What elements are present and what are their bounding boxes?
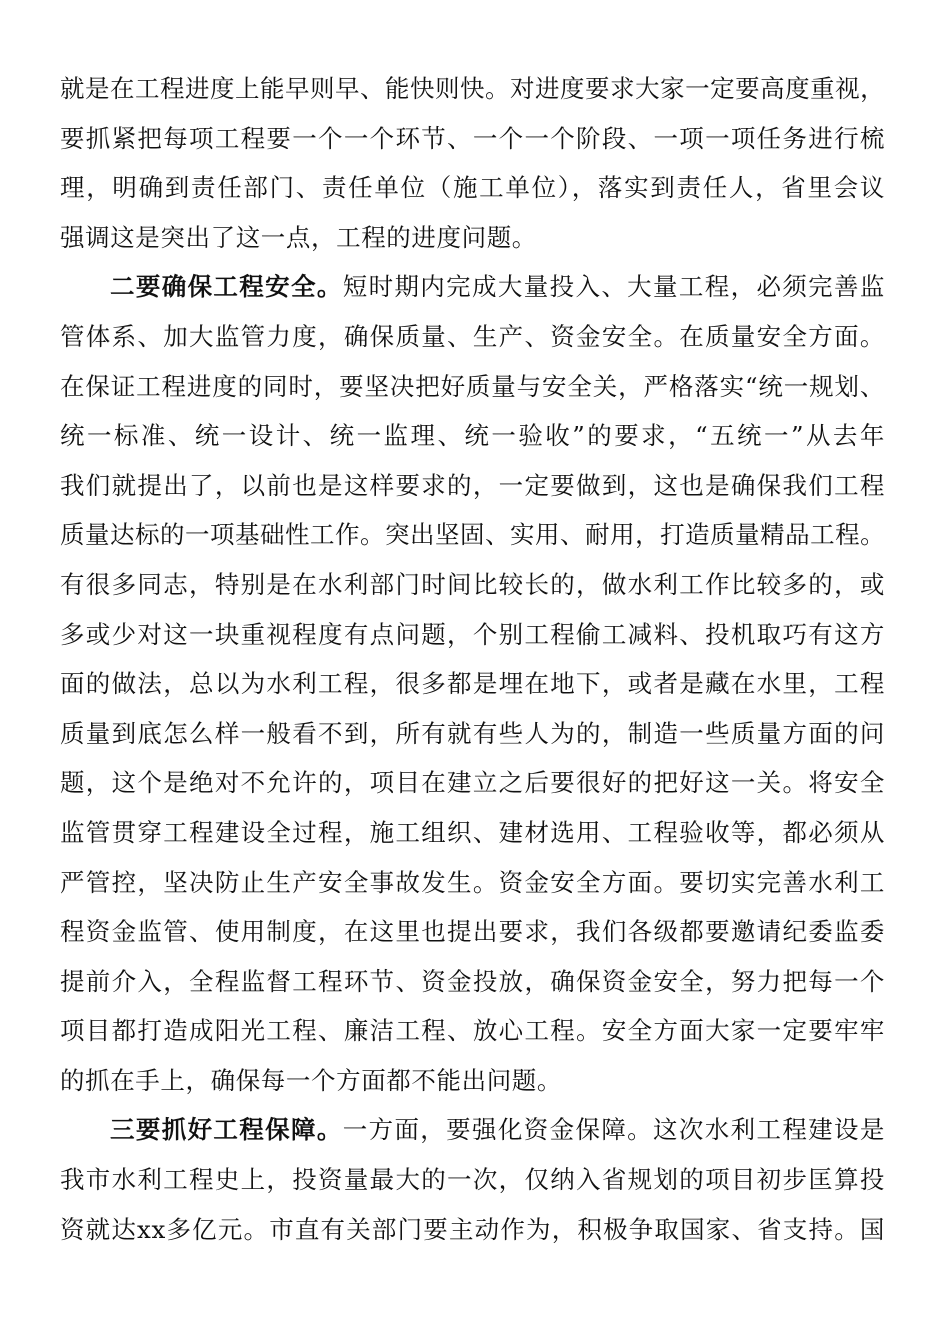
- document-body: [60, 64, 885, 1254]
- text-line: 管体系、加大监管力度，确保质量、生产、资金安全。在质量安全方面。: [60, 321, 885, 351]
- text-span: 一方面，要强化资金保障。这次水利工程建设是: [342, 1115, 885, 1145]
- text-line: 要抓紧把每项工程要一个一个环节、一个一个阶段、一项一项任务进行梳: [60, 123, 885, 153]
- section-heading-2: 二要确保工程安全。: [110, 272, 343, 302]
- text-line: 的抓在手上，确保每一个方面都不能出问题。: [60, 1065, 562, 1095]
- text-line: 统一标准、统一设计、统一监理、统一验收”的要求，“五统一”从去年: [60, 421, 885, 451]
- text-line: 我们就提出了，以前也是这样要求的，一定要做到，这也是确保我们工程: [60, 470, 885, 500]
- text-line: 有很多同志，特别是在水利部门时间比较长的，做水利工作比较多的，或: [60, 569, 885, 599]
- text-line: 就是在工程进度上能早则早、能快则快。对进度要求大家一定要高度重视，: [60, 74, 885, 103]
- text-line: 质量到底怎么样一般看不到，所有就有些人为的，制造一些质量方面的问: [60, 718, 885, 748]
- section-heading-3: 三要抓好工程保障。: [110, 1115, 343, 1145]
- text-line: 题，这个是绝对不允许的，项目在建立之后要很好的把好这一关。将安全: [60, 768, 885, 798]
- paragraph-2-first-line: [60, 262, 885, 312]
- text-line: 强调这是突出了这一点，工程的进度问题。: [60, 222, 537, 252]
- text-line: 我市水利工程史上，投资量最大的一次，仅纳入省规划的项目初步匡算投: [60, 1165, 885, 1195]
- text-line: 项目都打造成阳光工程、廉洁工程、放心工程。安全方面大家一定要牢牢: [60, 1016, 885, 1046]
- text-line: 监管贯穿工程建设全过程，施工组织、建材选用、工程验收等，都必须从: [60, 817, 885, 847]
- text-span: 短时期内完成大量投入、大量工程，必须完善监: [342, 272, 885, 302]
- text-line: 程资金监管、使用制度，在这里也提出要求，我们各级都要邀请纪委监委: [60, 917, 885, 947]
- text-line: 质量达标的一项基础性工作。突出坚固、实用、耐用，打造质量精品工程。: [60, 520, 885, 550]
- text-line: 在保证工程进度的同时，要坚决把好质量与安全关，严格落实“统一规划、: [60, 371, 885, 401]
- text-line: 严管控，坚决防止生产安全事故发生。资金安全方面。要切实完善水利工: [60, 867, 885, 897]
- text-line: 面的做法，总以为水利工程，很多都是埋在地下，或者是藏在水里，工程: [60, 669, 885, 699]
- text-line: 资就达xx多亿元。市直有关部门要主动作为，积极争取国家、省支持。国: [60, 1214, 885, 1244]
- paragraph-3-first-line: [60, 1105, 885, 1155]
- text-line: 多或少对这一块重视程度有点问题，个别工程偷工减料、投机取巧有这方: [60, 619, 885, 649]
- text-line: 理，明确到责任部门、责任单位（施工单位），落实到责任人，省里会议: [60, 173, 885, 203]
- text-line: 提前介入，全程监督工程环节、资金投放，确保资金安全，努力把每一个: [60, 966, 885, 996]
